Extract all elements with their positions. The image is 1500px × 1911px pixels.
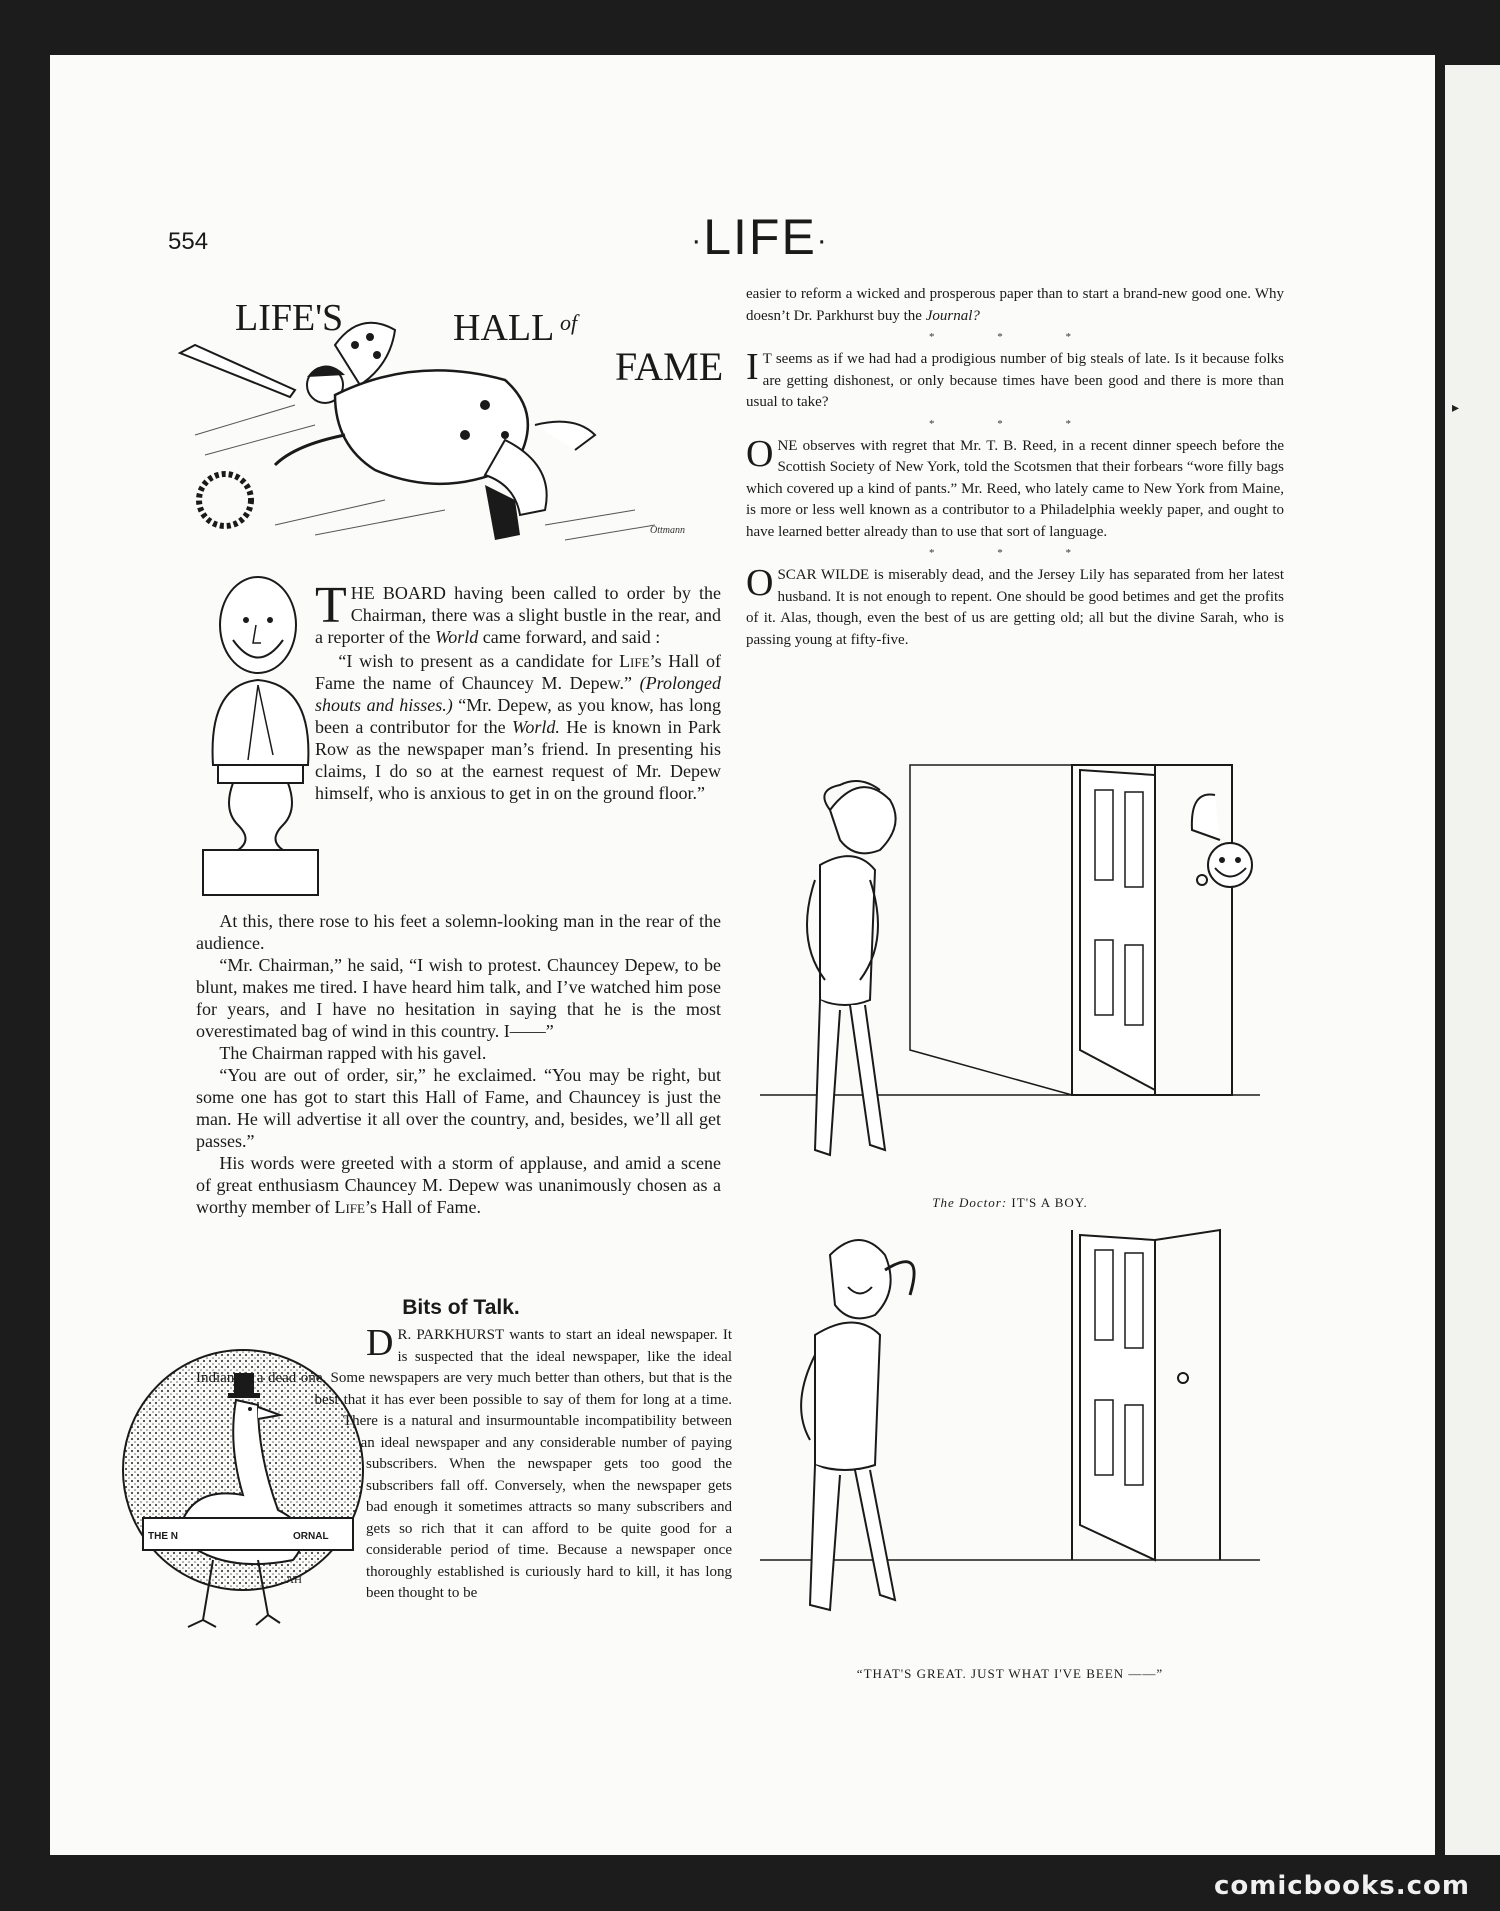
article-p2-a: “I wish to present as a candidate for <box>338 651 620 671</box>
dropcap-t: T <box>315 577 347 634</box>
goose-signature: AH <box>286 1574 302 1586</box>
bust-head <box>220 577 296 673</box>
watermark: comicbooks.com <box>1213 1871 1470 1901</box>
article-p2-life: Life <box>619 651 650 671</box>
page-number: 554 <box>168 228 209 255</box>
svg-text:Ottmann: Ottmann <box>650 525 685 536</box>
father-body-2 <box>815 1323 880 1471</box>
caption-1 <box>760 1195 1260 1211</box>
sign-text-right: ORNAL <box>293 1531 329 1542</box>
next-page-mark: ▸ <box>1452 401 1460 416</box>
article-p1: HE BOARD having been called to order by the Chairman, there was a slight bustle in the rear, and a reporter of the <box>315 583 721 647</box>
dropcap-o: O <box>746 432 774 475</box>
article-p1-end: came forward, and said : <box>478 627 661 647</box>
dropcap-i: I <box>746 346 759 388</box>
cartoon-father-celebrating <box>760 1225 1260 1665</box>
article-p2-stage: (Prolonged shouts and hisses.) <box>315 673 721 715</box>
parkhurst-paragraph <box>196 1322 732 1655</box>
article-p3: At this, there rose to his feet a solemn-looking man in the rear of the audience. <box>196 911 721 953</box>
father-legs-2 <box>810 1465 895 1610</box>
parkhurst-lead: R. PARKHURST <box>397 1327 505 1343</box>
depew-bust-illustration <box>198 565 320 895</box>
title-lifes: LIFE'S <box>235 297 344 339</box>
separator-1: * * * <box>929 331 1101 343</box>
article-p2-world: World. <box>512 717 560 737</box>
next-page-edge <box>1445 65 1500 1855</box>
separator-3: * * * <box>929 547 1101 559</box>
parkhurst-body: wants to start an ideal newspaper. It is suspected that the ideal newspaper, like the ideal Indian, is a dead one. Some newspapers are very much better than others, but that is the best that it has ever been possible to say of them for long at a time. There is a natural and insurmountable incompatibility between an ideal newspaper and any considerable number of paying subscribers. When the newspaper gets too good the subscribers fall off. Conversely, when the newspaper gets bad enough it sometimes attracts so many subscribers and gets so rich that it can afford to be quite good for a considerable period of time. Because a newspaper once thoroughly established is curiously hard to kill, it has long been thought to be <box>196 1327 732 1601</box>
article-p2-c: “Mr. Depew, as you know, has long been a contributor for the <box>315 695 721 737</box>
hall-of-fame-article-bottom <box>196 910 721 1218</box>
caption-1-text: IT'S A BOY. <box>1007 1195 1088 1210</box>
masthead: ·LIFE· <box>691 209 829 265</box>
caption-2: “THAT'S GREAT. JUST WHAT I'VE BEEN ——” <box>856 1666 1164 1681</box>
doctor-head <box>1208 843 1252 887</box>
bust-pedestal <box>229 783 292 850</box>
wilde-paragraph: is miserably dead, and the Jersey Lily has separated from her latest husband. It is not enough to repent. One should be good betimes and get the profits of it. Alas, though, even the best of us are getting old; all but the divine Sarah, who is passing young at fifty-five. <box>746 567 1284 648</box>
article-p2-b: ’s Hall of Fame the name of Chauncey M. Depew.” <box>315 651 721 693</box>
article-p7-b: ’s Hall of Fame. <box>364 1197 481 1217</box>
cartoon-doctor-door <box>760 750 1260 1190</box>
separator-2: * * * <box>929 417 1101 430</box>
father-legs <box>815 1000 885 1155</box>
hall-of-fame-illustration <box>185 285 725 560</box>
article-p7-life: Life <box>334 1197 365 1217</box>
caption-1-speaker: The Doctor: <box>932 1195 1008 1210</box>
title-hall: HALL <box>453 307 555 349</box>
father-head-2 <box>830 1240 891 1318</box>
dropcap-o-2: O <box>746 562 774 604</box>
reed-paragraph: observes with regret that Mr. T. B. Reed, in a recent dinner speech before the Scottish Society of New York, told the Scotsmen that their forbears “wore filly bags which covered up a kind of pants.” Mr. Reed, who lately came to New York from Maine, is more or less well known as a contributor to a Philadelphia weekly paper, and ought to have learned better already than to use that sort of language. <box>746 437 1284 540</box>
parkhurst-continued: easier to reform a wicked and prosperous paper than to start a brand-new good one. Why doesn’t Dr. Parkhurst buy the <box>746 286 1284 324</box>
wilde-lead: SCAR WILDE <box>777 567 870 583</box>
sign-text-left: THE N <box>148 1531 178 1542</box>
article-p4: “Mr. Chairman,” he said, “I wish to protest. Chauncey Depew, to be blunt, makes me tired. I have heard him talk, and I’ve watched him pose for years, and I have no hesitation in saying that he is the most overestimated bag of wind in this country. I——” <box>196 955 721 1041</box>
trumpet-icon <box>180 345 295 397</box>
bits-of-talk-heading: Bits of Talk. <box>402 1296 520 1319</box>
right-column-text <box>746 284 1284 651</box>
reed-lead: NE <box>777 437 798 454</box>
article-p1-world: World <box>434 627 479 647</box>
laurel-wreath-icon <box>199 474 251 526</box>
journal-title: Journal? <box>925 307 980 324</box>
bust-torso <box>213 680 309 765</box>
dropcap-d: D <box>366 1322 394 1364</box>
article-p5: The Chairman rapped with his gavel. <box>219 1043 487 1063</box>
title-of: of <box>560 310 578 335</box>
title-fame: FAME <box>615 344 724 389</box>
article-p7-a: His words were greeted with a storm of applause, and amid a scene of great enthusiasm Chauncey M. Depew was unanimously chosen as a worthy member of <box>196 1153 721 1217</box>
hall-of-fame-article-top <box>315 577 721 804</box>
steals-paragraph: T seems as if we had had a prodigious number of big steals of late. Is it because folks are getting dishonest, or only because times have been good and there is more than usual to take? <box>746 351 1284 410</box>
father-body <box>820 856 875 1005</box>
doorknob-icon-2 <box>1178 1373 1188 1383</box>
article-p2-d: He is known in Park Row as the newspaper man’s friend. In presenting his claims, I do so at the earnest request of Mr. Depew himself, who is anxious to get in on the ground floor.” <box>315 717 721 803</box>
article-p6: “You are out of order, sir,” he exclaimed. “You may be right, but some one has got to start this Hall of Fame, and Chauncey is just the man. He will advertise it all over the country, and, besides, we’ll all get passes.” <box>196 1065 721 1151</box>
masthead-title: LIFE <box>703 209 817 265</box>
